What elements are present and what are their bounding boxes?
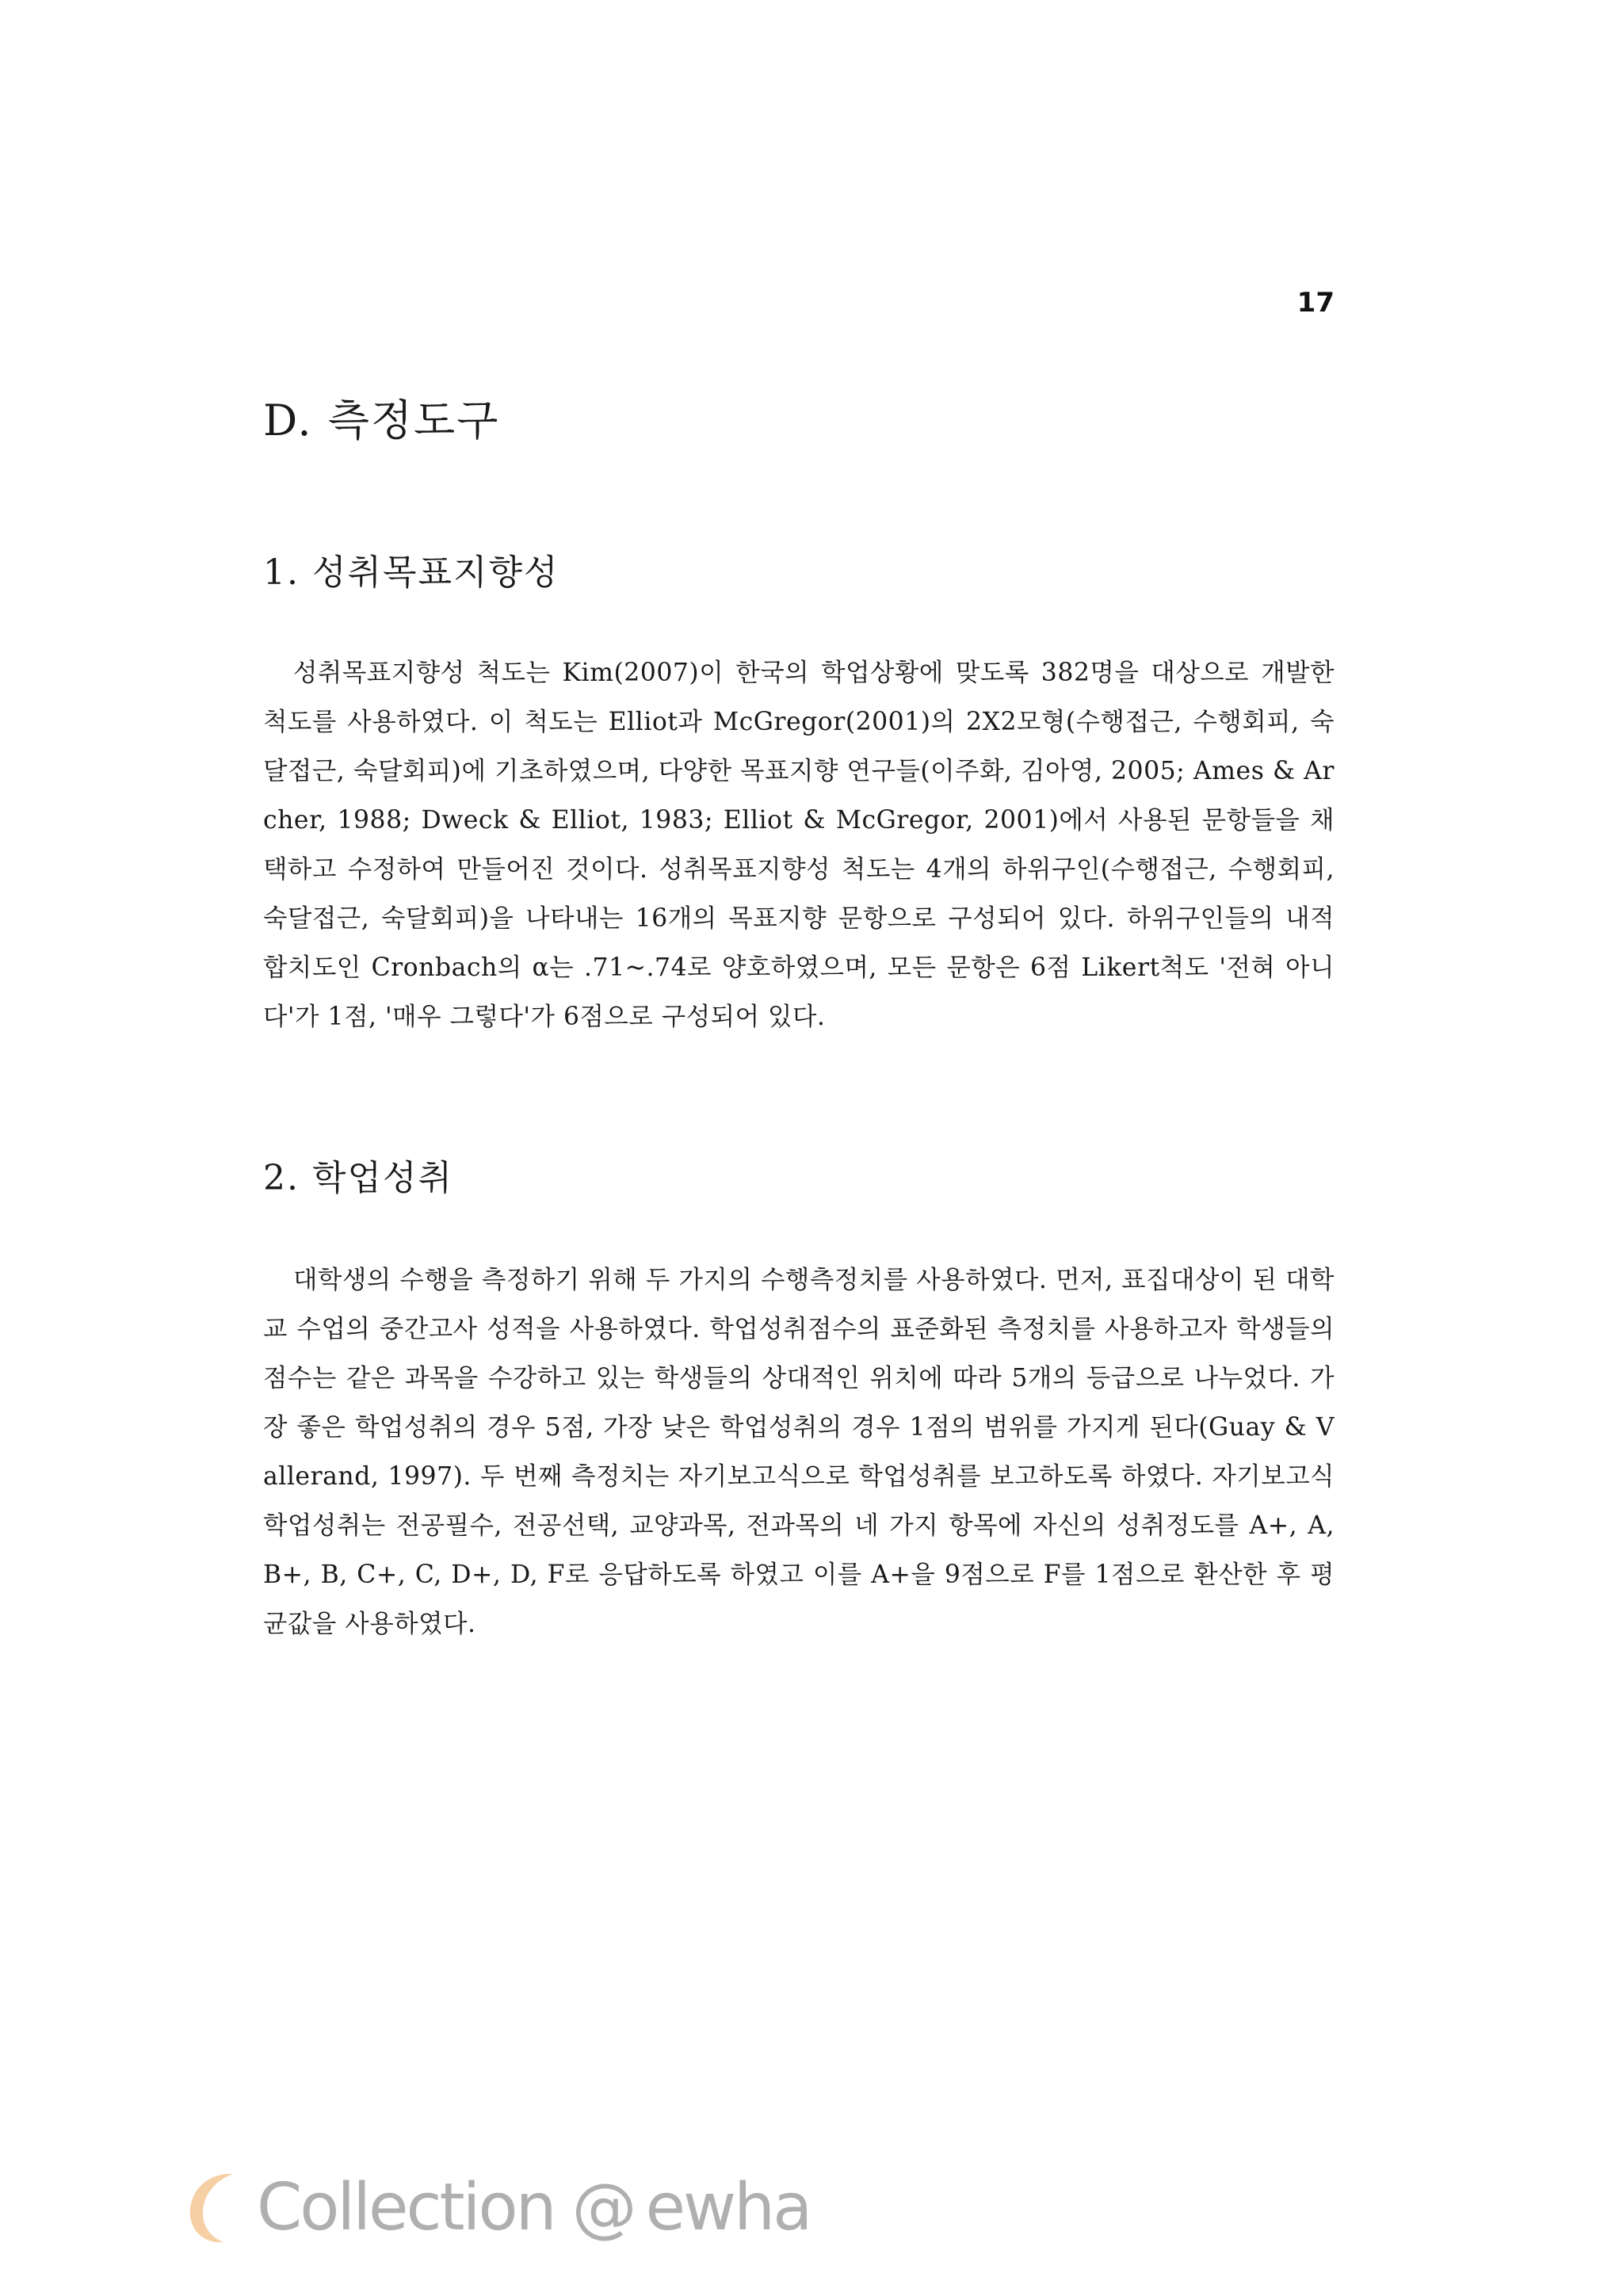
- section-title: D. 측정도구: [263, 395, 500, 445]
- subsection-title-achievement-goal: 1. 성취목표지향성: [263, 552, 559, 593]
- page-number: 17: [1296, 287, 1335, 319]
- watermark-text: [257, 2170, 810, 2245]
- paragraph-academic-achievement: 대학생의 수행을 측정하기 위해 두 가지의 수행측정치를 사용하였다. 먼저, 표집대상이 된 대학교 수업의 중간고사 성적을 사용하였다. 학업성취점수의 표준화된 측정치를 사용하고자 학생들의 점수는 같은 과목을 수강하고 있는 학생들의 상대적인 위치에 따라 5개의 등급으로 나누었다. 가장 좋은 학업성취의 경우 5점, 가장 낮은 학업성취의 경우 1점의 범위를 가지게 된다(Guay & Vallerand, 1997). 두 번째 측정치는 자기보고식으로 학업성취를 보고하도록 하였다. 자기보고식 학업성취는 전공필수, 전공선택, 교양과목, 전과목의 네 가지 항목에 자신의 성취정도를 A+, A, B+, B, C+, C, D+, D, F로 응답하도록 하였고 이를 A+을 9점으로 F를 1점으로 환산한 후 평균값을 사용하였다.: [263, 1266, 1335, 1638]
- watermark-at: @: [571, 2169, 635, 2245]
- logo-letter: d: [206, 2187, 239, 2245]
- dcollection-logo-icon: [184, 2168, 252, 2247]
- paragraph-achievement-goal: 성취목표지향성 척도는 Kim(2007)이 한국의 학업상황에 맞도록 382명을 대상으로 개발한 척도를 사용하였다. 이 척도는 Elliot과 McGregor(2001)의 2X2모형(수행접근, 수행회피, 숙달접근, 숙달회피)에 기초하였으며, 다양한 목표지향 연구들(이주화, 김아영, 2005; Ames & Archer, 1988; Dweck & Elliot, 1983; Elliot & McGregor, 2001)에서 사용된 문항들을 채택하고 수정하여 만들어진 것이다. 성취목표지향성 척도는 4개의 하위구인(수행접근, 수행회피, 숙달접근, 숙달회피)을 나타내는 16개의 목표지향 문항으로 구성되어 있다. 하위구인들의 내적 합치도인 Cronbach의 α는 .71~.74로 양호하였으며, 모든 문항은 6점 Likert척도 '전혀 아니다'가 1점, '매우 그렇다'가 6점으로 구성되어 있다.: [263, 659, 1335, 1031]
- subsection-title-academic-achievement: 2. 학업성취: [263, 1158, 453, 1198]
- dcollection-watermark: [184, 2164, 810, 2251]
- watermark-org: ewha: [645, 2169, 811, 2245]
- watermark-collection: Collection: [257, 2169, 555, 2245]
